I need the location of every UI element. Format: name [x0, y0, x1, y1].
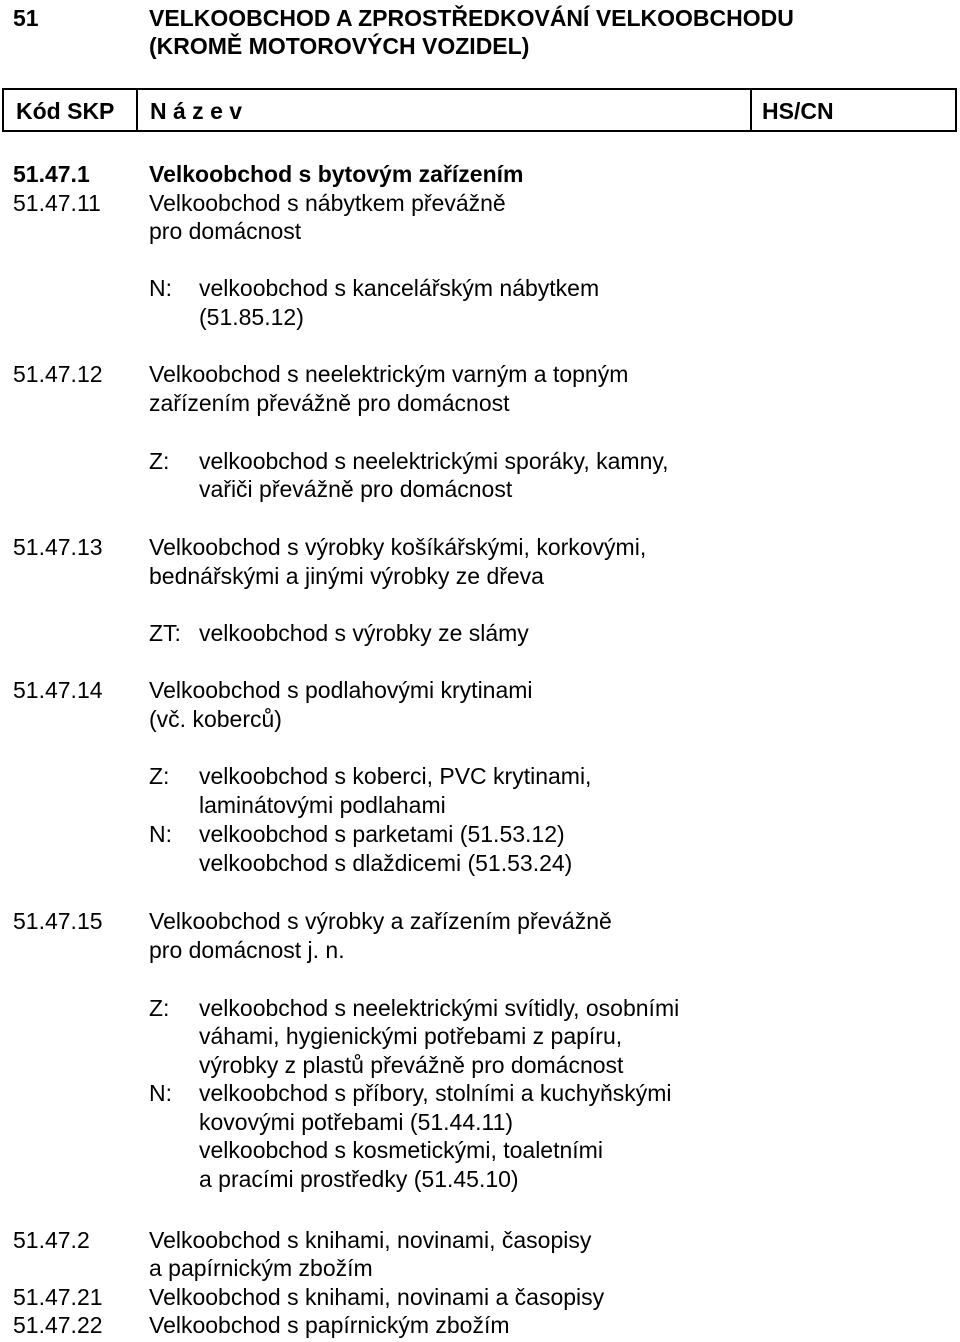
note-label: N: [149, 1080, 172, 1106]
entry-title: Velkoobchod s nábytkem převážně [149, 190, 506, 216]
note-label: N: [149, 821, 172, 847]
note-text: velkoobchod s kancelářským nábytkem [199, 275, 600, 301]
note-text: váhami, hygienickými potřebami z papíru, [199, 1023, 623, 1049]
note-text: velkoobchod s výrobky ze slámy [199, 620, 529, 646]
note-text: laminátovými podlahami [199, 792, 446, 818]
note-label: Z: [149, 763, 170, 789]
note-text: velkoobchod s neelektrickými sporáky, kamny, [199, 448, 669, 474]
note-label: N: [149, 275, 172, 301]
entry-code: 51.47.12 [13, 361, 103, 387]
table-header [2, 88, 957, 132]
entry-title: Velkoobchod s podlahovými krytinami [149, 677, 533, 703]
entry-title: pro domácnost [149, 218, 302, 244]
entry-title: bednářskými a jinými výrobky ze dřeva [149, 563, 544, 589]
entry-code: 51.47.15 [13, 908, 103, 934]
note-label: Z: [149, 995, 170, 1021]
note-text: velkoobchod s kosmetickými, toaletními [199, 1137, 603, 1163]
header-hs: HS/CN [762, 98, 834, 124]
note-text: velkoobchod s parketami (51.53.12) [199, 821, 565, 847]
entry-title: Velkoobchod s výrobky a zařízením převážně [149, 908, 612, 934]
note-text: kovovými potřebami (51.44.11) [199, 1109, 514, 1135]
entry-title: zařízením převážně pro domácnost [149, 390, 510, 416]
note-text: vařiči převážně pro domácnost [199, 476, 513, 502]
entry-title: (vč. koberců) [149, 706, 282, 732]
note-text: velkoobchod s neelektrickými svítidly, osobními [199, 995, 680, 1021]
entry-title: pro domácnost j. n. [149, 937, 345, 963]
note-text: velkoobchod s dlaždicemi (51.53.24) [199, 850, 573, 876]
entry-code: 51.47.11 [13, 190, 101, 216]
note-text: velkoobchod s koberci, PVC krytinami, [199, 763, 592, 789]
section-title-line2: (KROMĚ MOTOROVÝCH VOZIDEL) [149, 33, 530, 59]
header-code: Kód SKP [4, 90, 138, 130]
section-number: 51 [13, 5, 39, 31]
entry-title: Velkoobchod s knihami, novinami, časopisy [149, 1227, 592, 1253]
note-text: velkoobchod s příbory, stolními a kuchyňskými [199, 1080, 672, 1106]
entry-code: 51.47.1 [13, 161, 90, 187]
entry-code: 51.47.2 [13, 1227, 90, 1253]
header-name: N á z e v [138, 90, 752, 130]
note-text: výrobky z plastů převážně pro domácnost [199, 1052, 624, 1078]
entry-code: 51.47.14 [13, 677, 103, 703]
entry-title: Velkoobchod s výrobky košíkářskými, korkovými, [149, 534, 647, 560]
entry-title: Velkoobchod s bytovým zařízením [149, 161, 524, 187]
note-label: ZT: [149, 620, 181, 646]
entry-title: Velkoobchod s knihami, novinami a časopisy [149, 1284, 605, 1310]
note-text: a pracími prostředky (51.45.10) [199, 1166, 519, 1192]
entry-code: 51.47.13 [13, 534, 103, 560]
entry-title: Velkoobchod s papírnickým zbožím [149, 1312, 510, 1338]
entry-title: Velkoobchod s neelektrickým varným a topným [149, 361, 629, 387]
note-text: (51.85.12) [199, 304, 304, 330]
entry-code: 51.47.22 [13, 1312, 103, 1338]
entry-code: 51.47.21 [13, 1284, 103, 1310]
section-title-line1: VELKOOBCHOD A ZPROSTŘEDKOVÁNÍ VELKOOBCHODU [149, 5, 794, 31]
entry-title: a papírnickým zbožím [149, 1255, 373, 1281]
note-label: Z: [149, 448, 170, 474]
